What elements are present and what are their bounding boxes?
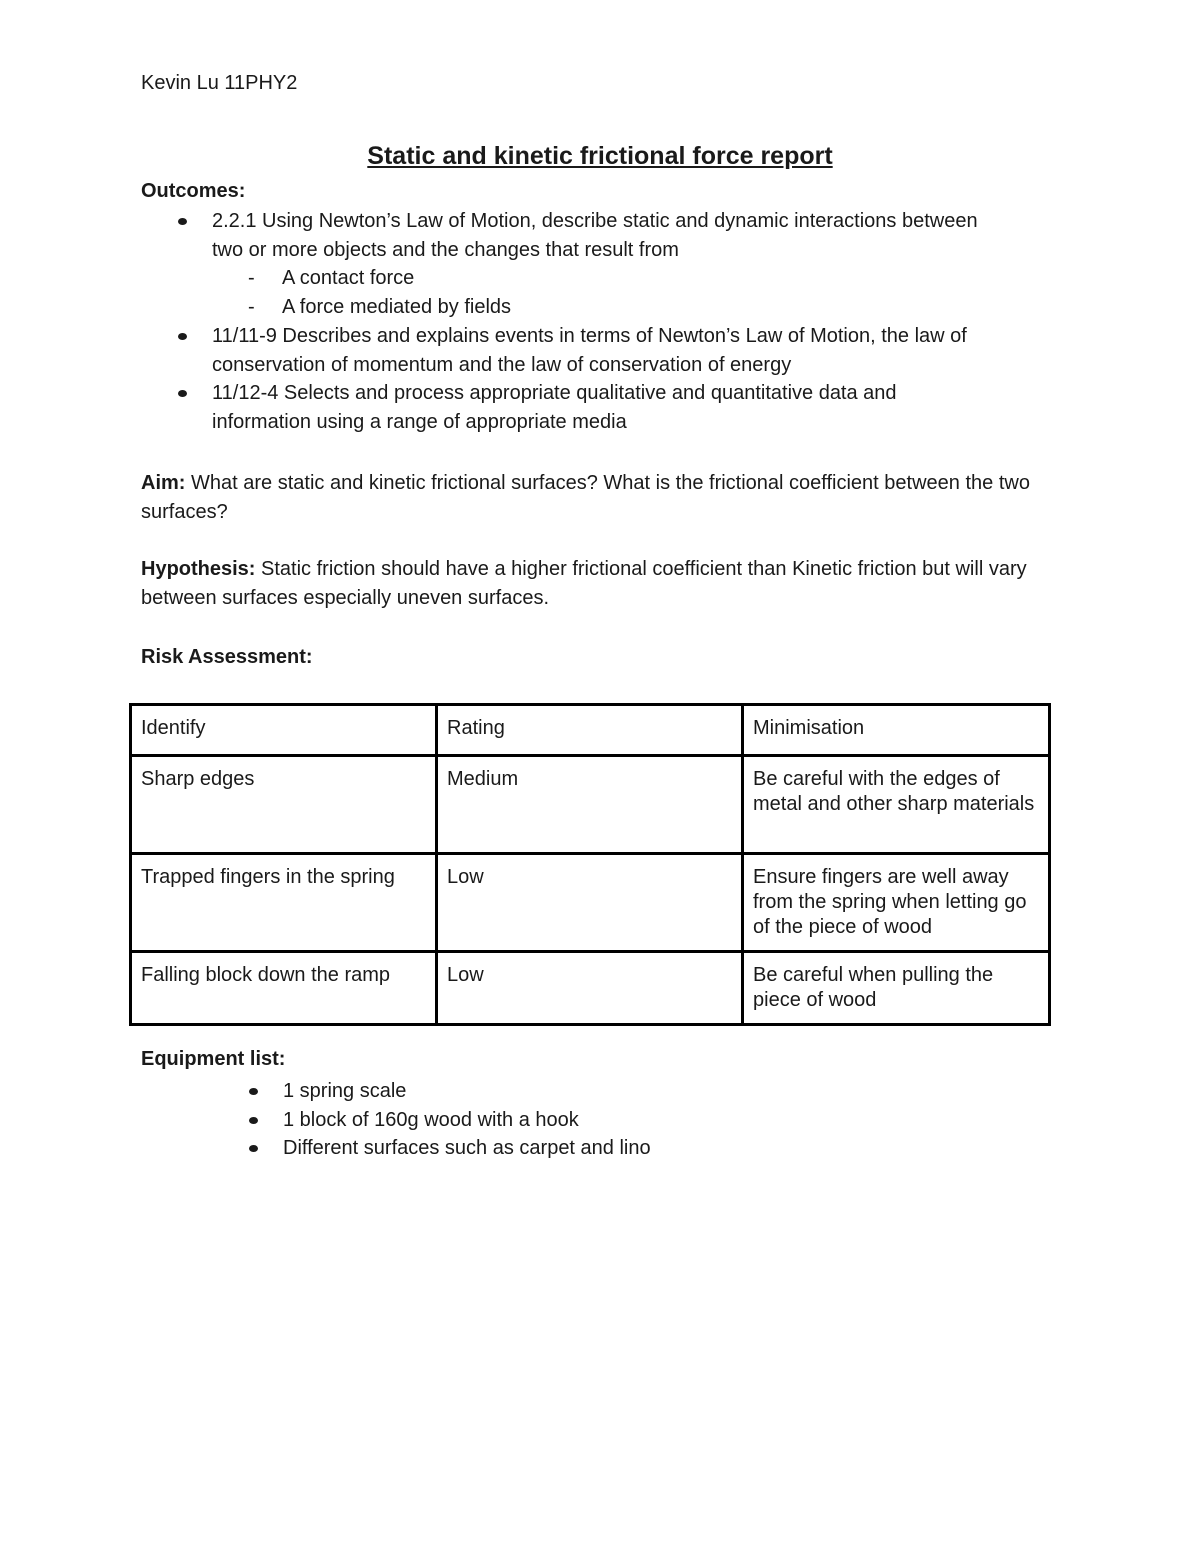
outcome-item xyxy=(212,207,1112,322)
table-header-row xyxy=(131,705,1050,756)
author-header: Kevin Lu 11PHY2 xyxy=(141,72,298,94)
bullet-icon xyxy=(178,218,187,225)
list-item xyxy=(283,1106,1083,1135)
column-header: Identify xyxy=(131,705,437,756)
risk-table xyxy=(129,703,1051,1026)
bullet-icon xyxy=(178,333,187,340)
outcomes-list xyxy=(212,207,1112,436)
list-item-text: Different surfaces such as carpet and lino xyxy=(283,1137,651,1159)
table-cell: Ensure fingers are well away from the spring when letting go of the piece of wood xyxy=(743,854,1050,952)
table-cell: Sharp edges xyxy=(131,756,437,854)
table-cell: Medium xyxy=(437,756,743,854)
column-header: Rating xyxy=(437,705,743,756)
outcome-line: conservation of momentum and the law of conservation of energy xyxy=(212,353,792,376)
page-title: Static and kinetic frictional force report xyxy=(367,142,833,170)
bullet-icon xyxy=(249,1145,258,1152)
outcome-line: two or more objects and the changes that result from xyxy=(212,238,679,261)
outcome-line: information using a range of appropriate media xyxy=(212,410,627,433)
sub-item-text: A contact force xyxy=(282,267,415,289)
aim-paragraph xyxy=(141,469,1041,527)
bullet-icon xyxy=(178,390,187,397)
outcome-item xyxy=(212,379,1112,436)
dash-icon: - xyxy=(248,296,255,318)
hypothesis-paragraph xyxy=(141,555,1041,613)
outcome-line: 11/12-4 Selects and process appropriate qualitative and quantitative data and xyxy=(212,382,897,404)
table-cell: Be careful with the edges of metal and other sharp materials xyxy=(743,756,1050,854)
outcome-item xyxy=(212,322,1112,379)
column-header: Minimisation xyxy=(743,705,1050,756)
dash-icon: - xyxy=(248,267,255,289)
bullet-icon xyxy=(249,1117,258,1124)
list-item-text: 1 block of 160g wood with a hook xyxy=(283,1108,579,1131)
table-cell: Low xyxy=(437,854,743,952)
outcome-line: 11/11-9 Describes and explains events in terms of Newton’s Law of Motion, the law of xyxy=(212,325,967,347)
equipment-list xyxy=(283,1077,1083,1163)
table-cell: Low xyxy=(437,952,743,1025)
hypothesis-label: Hypothesis: xyxy=(141,558,256,580)
sub-item xyxy=(248,264,1112,293)
outcomes-heading: Outcomes: xyxy=(141,180,246,202)
bullet-icon xyxy=(249,1088,258,1095)
table-row xyxy=(131,952,1050,1025)
aim-label: Aim: xyxy=(141,472,186,494)
table-cell: Be careful when pulling the piece of wood xyxy=(743,952,1050,1025)
sub-item-text: A force mediated by fields xyxy=(282,296,512,318)
table-cell: Falling block down the ramp xyxy=(131,952,437,1025)
outcome-line: 2.2.1 Using Newton’s Law of Motion, describe static and dynamic interactions between xyxy=(212,210,978,232)
hypothesis-text: Static friction should have a higher frictional coefficient than Kinetic friction but will vary between surfaces especially uneven surfaces. xyxy=(141,558,1027,609)
sub-item xyxy=(248,293,1112,322)
list-item xyxy=(283,1077,1083,1106)
list-item xyxy=(283,1134,1083,1163)
table-row xyxy=(131,854,1050,952)
list-item-text: 1 spring scale xyxy=(283,1080,407,1102)
equipment-heading: Equipment list: xyxy=(141,1048,286,1070)
table-cell: Trapped fingers in the spring xyxy=(131,854,437,952)
aim-text: What are static and kinetic frictional surfaces? What is the frictional coefficient between the two surfaces? xyxy=(141,472,1030,523)
risk-heading: Risk Assessment: xyxy=(141,646,313,668)
table-row xyxy=(131,756,1050,854)
